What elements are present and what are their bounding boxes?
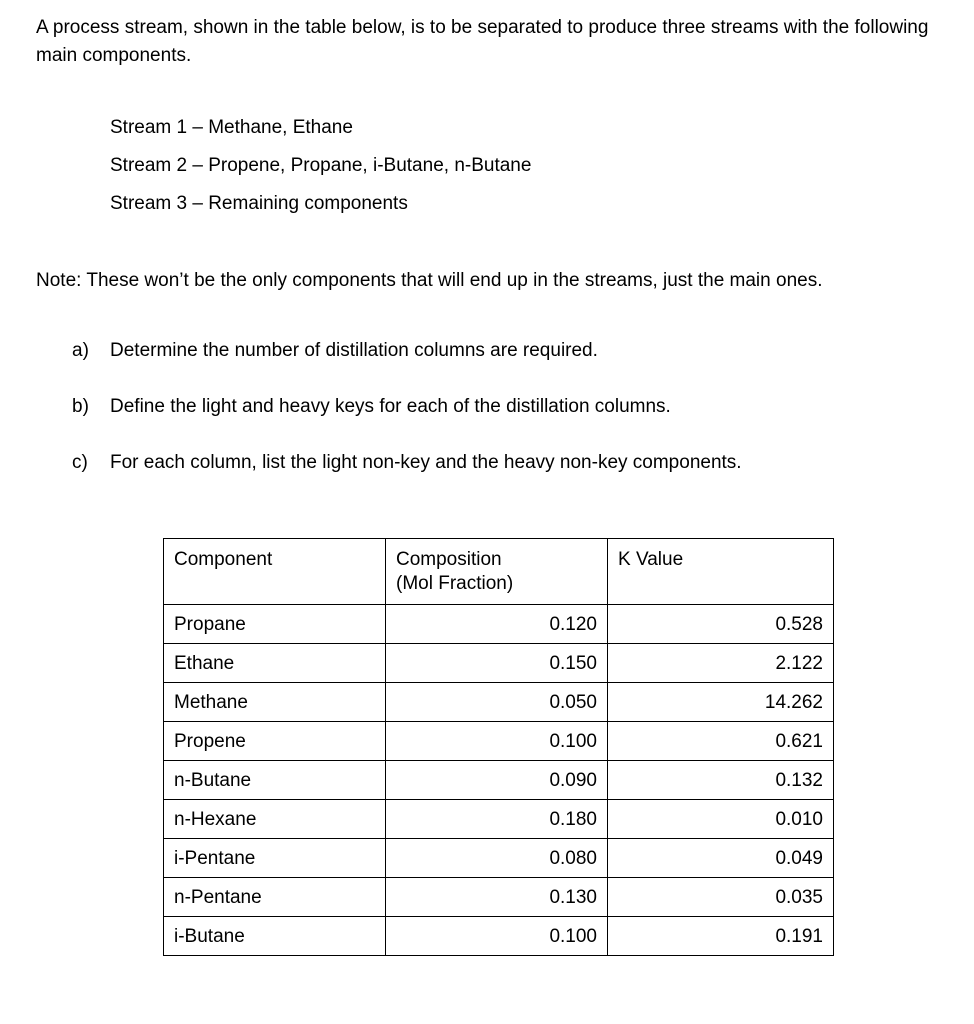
table-row: [164, 683, 834, 722]
table-row: [164, 761, 834, 800]
cell-k-value: 0.010: [608, 800, 834, 839]
stream-item-1: Stream 1 – Methane, Ethane: [110, 117, 353, 138]
cell-component: n-Pentane: [164, 878, 386, 917]
cell-k-value: 14.262: [608, 683, 834, 722]
question-c-text: For each column, list the light non-key and the heavy non-key components.: [110, 452, 742, 473]
cell-composition: 0.130: [386, 878, 608, 917]
cell-composition: 0.120: [386, 605, 608, 644]
cell-k-value: 0.132: [608, 761, 834, 800]
cell-component: i-Pentane: [164, 839, 386, 878]
table-header-row: [164, 539, 834, 605]
cell-composition: 0.100: [386, 917, 608, 956]
cell-composition: 0.050: [386, 683, 608, 722]
cell-k-value: 0.528: [608, 605, 834, 644]
question-list: [72, 338, 938, 475]
cell-k-value: 0.035: [608, 878, 834, 917]
note-text: Note: These won’t be the only components that will end up in the streams, just the main ones.: [36, 270, 823, 291]
table-row: [164, 722, 834, 761]
cell-composition: 0.150: [386, 644, 608, 683]
question-a: [72, 338, 938, 363]
table-row: [164, 878, 834, 917]
header-component: Component: [164, 539, 386, 605]
cell-composition: 0.080: [386, 839, 608, 878]
question-c: [72, 450, 938, 475]
table-row: [164, 605, 834, 644]
intro-text: A process stream, shown in the table below, is to be separated to produce three streams with the following main components.: [36, 17, 929, 66]
stream-item-2: Stream 2 – Propene, Propane, i-Butane, n-Butane: [110, 155, 532, 176]
table-row: [164, 644, 834, 683]
question-b-label: b): [72, 396, 89, 417]
cell-composition: 0.180: [386, 800, 608, 839]
table-row: [164, 917, 834, 956]
cell-component: Ethane: [164, 644, 386, 683]
table-row: [164, 800, 834, 839]
cell-component: Propane: [164, 605, 386, 644]
header-composition-line2: (Mol Fraction): [396, 573, 514, 594]
cell-component: Methane: [164, 683, 386, 722]
component-table: [163, 538, 834, 956]
cell-component: n-Butane: [164, 761, 386, 800]
cell-composition: 0.090: [386, 761, 608, 800]
table-row: [164, 839, 834, 878]
header-composition-line1: Composition: [396, 549, 502, 570]
header-composition: [386, 539, 608, 605]
cell-k-value: 0.191: [608, 917, 834, 956]
cell-component: n-Hexane: [164, 800, 386, 839]
cell-composition: 0.100: [386, 722, 608, 761]
cell-component: Propene: [164, 722, 386, 761]
question-a-text: Determine the number of distillation columns are required.: [110, 340, 598, 361]
question-a-label: a): [72, 340, 89, 361]
stream-list: [110, 116, 938, 216]
cell-k-value: 2.122: [608, 644, 834, 683]
cell-component: i-Butane: [164, 917, 386, 956]
header-k-value: K Value: [608, 539, 834, 605]
cell-k-value: 0.621: [608, 722, 834, 761]
question-c-label: c): [72, 452, 88, 473]
question-b: [72, 394, 938, 419]
cell-k-value: 0.049: [608, 839, 834, 878]
stream-item-3: Stream 3 – Remaining components: [110, 193, 408, 214]
question-b-text: Define the light and heavy keys for each of the distillation columns.: [110, 396, 671, 417]
